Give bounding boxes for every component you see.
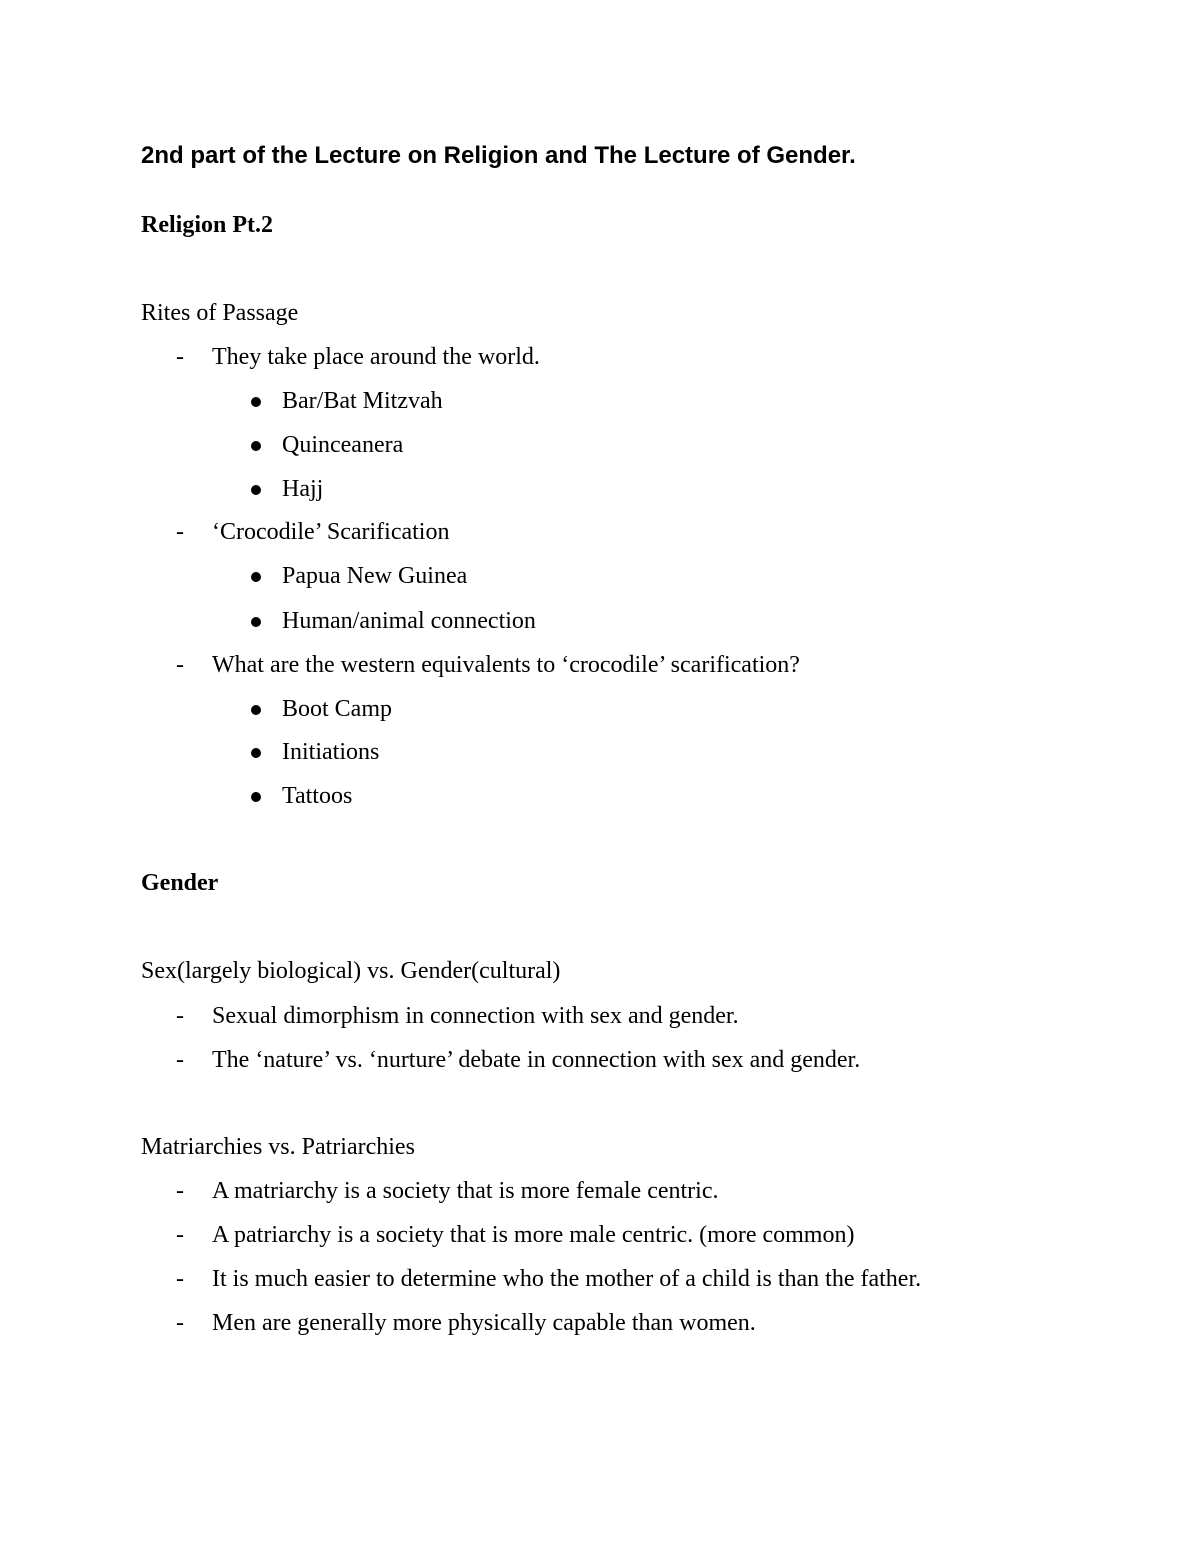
sub-list-item-text: Tattoos bbox=[282, 783, 353, 809]
list-item-text: ‘Crocodile’ Scarification bbox=[212, 519, 450, 545]
bullet-icon bbox=[251, 748, 261, 758]
dash-marker: - bbox=[176, 519, 184, 545]
sub-list-item bbox=[248, 740, 948, 766]
bullet-icon bbox=[251, 397, 261, 407]
dash-marker: - bbox=[176, 1310, 184, 1336]
list-item-text: Sexual dimorphism in connection with sex and gender. bbox=[212, 1003, 739, 1029]
dash-marker: - bbox=[176, 1222, 184, 1248]
list-item bbox=[176, 1223, 1076, 1249]
matriarchies-subheading: Matriarchies vs. Patriarchies bbox=[141, 1134, 415, 1160]
sub-list-item bbox=[248, 433, 948, 459]
bullet-icon bbox=[251, 792, 261, 802]
sub-list-item bbox=[248, 389, 948, 415]
sub-list-item bbox=[248, 697, 948, 723]
gender-heading: Gender bbox=[141, 870, 219, 896]
dash-marker: - bbox=[176, 1003, 184, 1029]
sub-list-item-text: Human/animal connection bbox=[282, 608, 536, 634]
list-item-text: Men are generally more physically capable than women. bbox=[212, 1310, 756, 1336]
sex-vs-gender-subheading: Sex(largely biological) vs. Gender(cultural) bbox=[141, 958, 561, 984]
bullet-icon bbox=[251, 705, 261, 715]
list-item bbox=[176, 1048, 1076, 1074]
list-item-text: They take place around the world. bbox=[212, 344, 540, 370]
list-item bbox=[176, 1004, 1076, 1030]
list-item bbox=[176, 653, 1076, 679]
dash-marker: - bbox=[176, 1047, 184, 1073]
list-item-text: A patriarchy is a society that is more male centric. (more common) bbox=[212, 1222, 855, 1248]
sub-list-item bbox=[248, 784, 948, 810]
document-title: 2nd part of the Lecture on Religion and The Lecture of Gender. bbox=[141, 142, 856, 169]
bullet-icon bbox=[251, 485, 261, 495]
list-item-text: A matriarchy is a society that is more female centric. bbox=[212, 1178, 719, 1204]
dash-marker: - bbox=[176, 1178, 184, 1204]
bullet-icon bbox=[251, 441, 261, 451]
dash-marker: - bbox=[176, 652, 184, 678]
religion-heading: Religion Pt.2 bbox=[141, 212, 273, 238]
sub-list-item-text: Bar/Bat Mitzvah bbox=[282, 388, 443, 414]
bullet-icon bbox=[251, 617, 261, 627]
sub-list-item bbox=[248, 477, 948, 503]
list-item bbox=[176, 520, 1076, 546]
sub-list-item bbox=[248, 609, 948, 635]
rites-of-passage-subheading: Rites of Passage bbox=[141, 300, 299, 326]
list-item bbox=[176, 1311, 1076, 1337]
sub-list-item bbox=[248, 564, 948, 590]
list-item-text: What are the western equivalents to ‘crocodile’ scarification? bbox=[212, 652, 800, 678]
list-item-text: It is much easier to determine who the mother of a child is than the father. bbox=[212, 1266, 922, 1292]
sub-list-item-text: Hajj bbox=[282, 476, 324, 502]
list-item-text: The ‘nature’ vs. ‘nurture’ debate in connection with sex and gender. bbox=[212, 1047, 861, 1073]
dash-marker: - bbox=[176, 1266, 184, 1292]
sub-list-item-text: Quinceanera bbox=[282, 432, 404, 458]
list-item bbox=[176, 345, 1076, 371]
bullet-icon bbox=[251, 572, 261, 582]
sub-list-item-text: Initiations bbox=[282, 739, 380, 765]
dash-marker: - bbox=[176, 344, 184, 370]
sub-list-item-text: Boot Camp bbox=[282, 696, 393, 722]
sub-list-item-text: Papua New Guinea bbox=[282, 563, 468, 589]
list-item bbox=[176, 1267, 1076, 1293]
list-item bbox=[176, 1179, 1076, 1205]
